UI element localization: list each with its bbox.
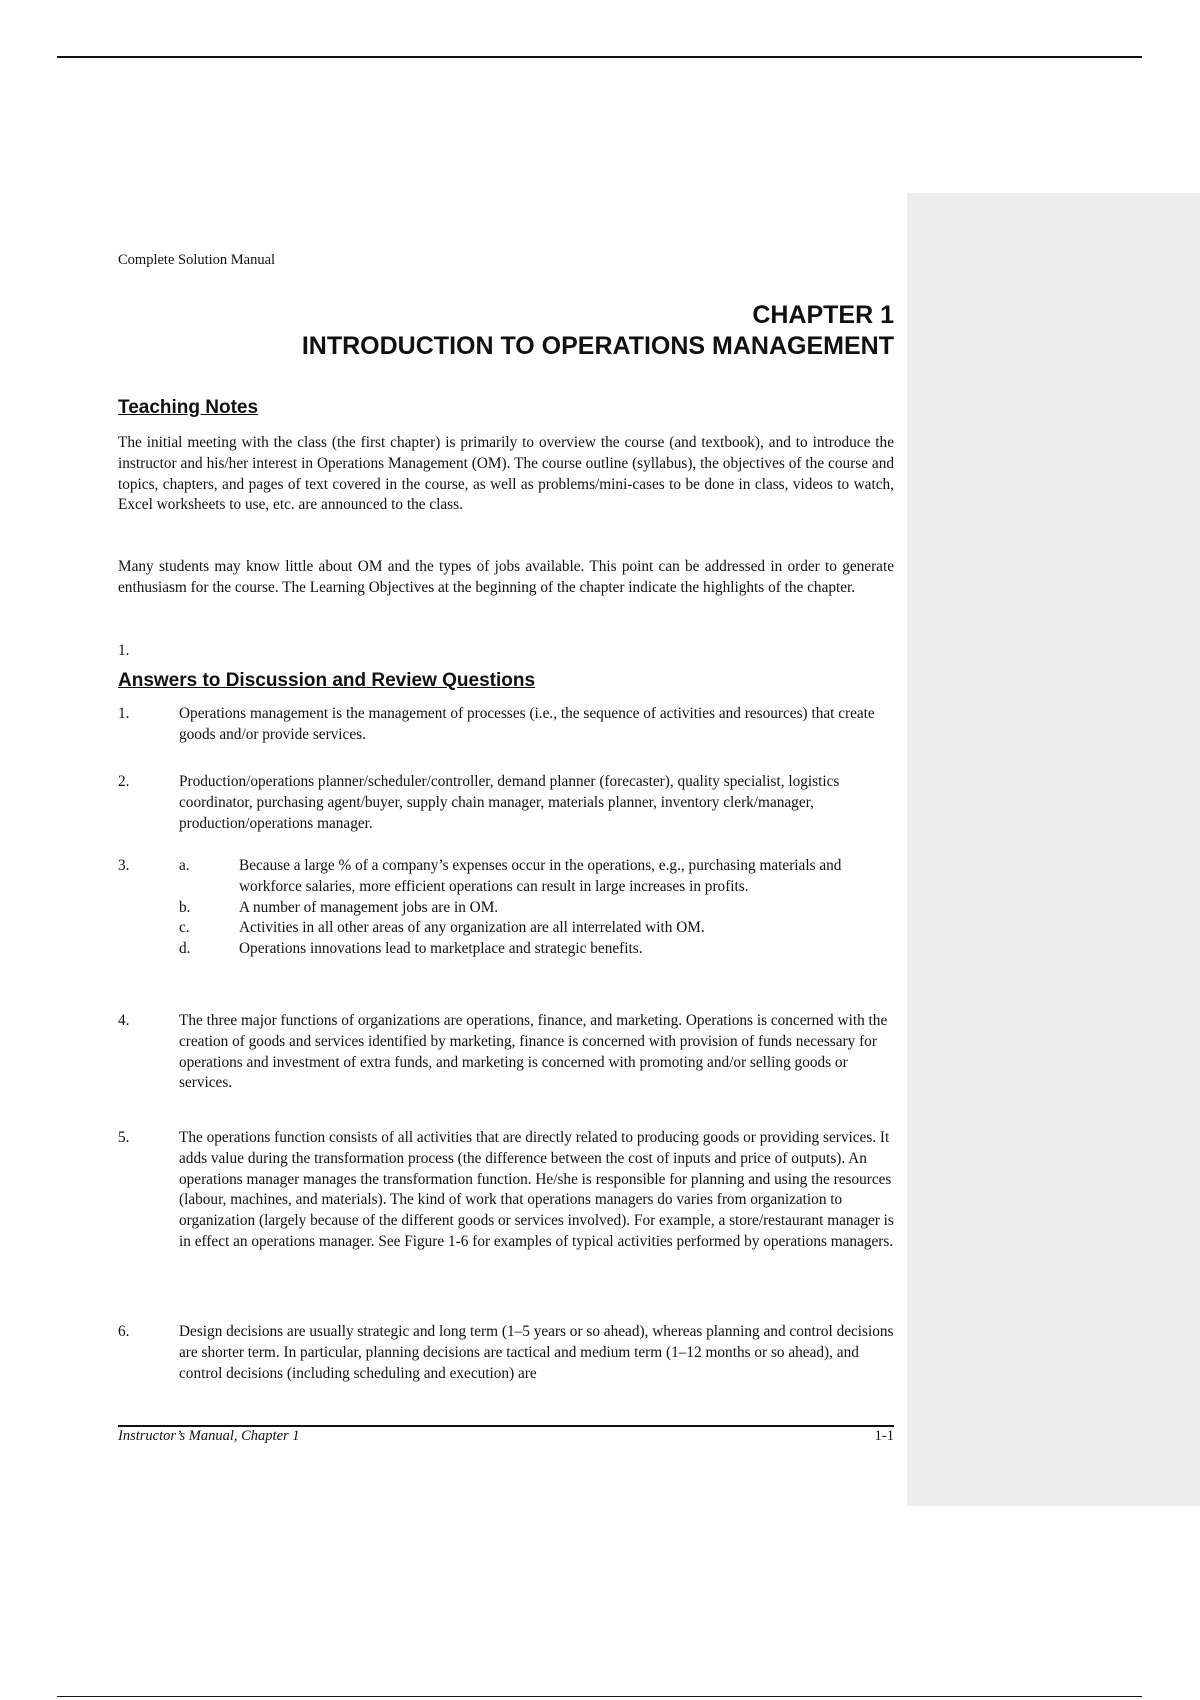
footer-title: Instructor’s Manual, Chapter 1 xyxy=(118,1428,300,1444)
footer-rule xyxy=(118,1425,894,1427)
bottom-rule xyxy=(57,1696,1142,1697)
answer-text: Design decisions are usually strategic and long term (1–5 years or so ahead), whereas planning and control decisions are shorter term. In particular, planning decisions are tactical and medium term (1–12 months or so ahead), and control decisions (including scheduling and execution) are xyxy=(179,1323,894,1382)
subitem-letter: c. xyxy=(179,919,190,937)
subitem-text: Because a large % of a company’s expenses occur in the operations, e.g., purchasing materials and workforce salaries, more efficient operations can result in large increases in profits. xyxy=(239,857,842,895)
answer-subitem xyxy=(118,918,894,939)
subitem-letter: b. xyxy=(179,898,191,916)
answer-item xyxy=(118,772,894,834)
subitem-letter: a. xyxy=(179,857,190,874)
answer-subitem xyxy=(118,939,894,960)
answers-heading: Answers to Discussion and Review Questions xyxy=(118,670,536,691)
answer-number: 6. xyxy=(118,1323,130,1340)
answer-text: Production/operations planner/scheduler/controller, demand planner (forecaster), quality specialist, logistics coordinator, purchasing agent/buyer, supply chain manager, materials planner, inventory clerk/manager, production/operations manager. xyxy=(179,773,840,832)
answer-text: The three major functions of organizations are operations, finance, and marketing. Operations is concerned with the creation of goods and services identified by marketing, finance is concerned with provision of funds necessary for operations and investment of extra funds, and marketing is concerned with promoting and/or selling goods or services. xyxy=(179,1012,888,1092)
answer-item xyxy=(118,1322,894,1384)
answer-number: 2. xyxy=(118,773,130,790)
answer-text: Operations management is the management of processes (i.e., the sequence of activities and resources) that create goods and/or provide services. xyxy=(179,705,875,743)
answer-item xyxy=(118,704,894,746)
answer-text: The operations function consists of all activities that are directly related to producing goods or providing services. It adds value during the transformation process (the difference between the cost of inputs and price of outputs). An operations manager manages the transformation function. He/she is responsible for planning and using the resources (labour, machines, and materials). The kind of work that operations managers do varies from organization to organization (largely because of the different goods or services involved). For example, a store/restaurant manager is in effect an operations manager. See Figure 1-6 for examples of typical activities performed by operations managers. xyxy=(179,1129,894,1250)
teaching-notes-paragraph-1: The initial meeting with the class (the first chapter) is primarily to overview the course (and textbook), and to introduce the instructor and his/her interest in Operations Management (OM). The course outline (syllabus), the objectives of the course and topics, chapters, and pages of text covered in the course, as well as problems/mini-cases to be done in class, videos to watch, Excel worksheets to use, etc. are announced to the class. xyxy=(118,434,894,514)
subitem-text: Activities in all other areas of any organization are all interrelated with OM. xyxy=(239,919,705,937)
answer-item xyxy=(118,1128,894,1253)
answer-subitem xyxy=(118,898,894,919)
subitem-text: A number of management jobs are in OM. xyxy=(239,898,499,916)
answer-number: 4. xyxy=(118,1012,130,1029)
chapter-heading xyxy=(118,300,894,362)
subitem-letter: d. xyxy=(179,940,191,958)
comment-margin-pane xyxy=(907,193,1200,1506)
answer-item xyxy=(118,1011,894,1094)
answer-subitem xyxy=(118,856,894,898)
teaching-notes-heading: Teaching Notes xyxy=(118,397,259,418)
top-rule xyxy=(57,56,1142,58)
subitem-text: Operations innovations lead to marketplace and strategic benefits. xyxy=(239,940,643,958)
chapter-number: CHAPTER 1 xyxy=(752,301,894,329)
teaching-notes-paragraph-2: Many students may know little about OM and the types of jobs available. This point can be addressed in order to generate enthusiasm for the course. The Learning Objectives at the beginning of the chapter indicate the highlights of the chapter. xyxy=(118,558,894,596)
stray-list-number: 1. xyxy=(118,642,130,659)
answer-number: 3. xyxy=(118,857,130,874)
answer-number: 1. xyxy=(118,705,130,722)
page-number: 1-1 xyxy=(874,1428,894,1444)
running-header: Complete Solution Manual xyxy=(118,252,276,268)
answer-number: 5. xyxy=(118,1129,130,1146)
answer-item xyxy=(118,856,894,960)
chapter-title: INTRODUCTION TO OPERATIONS MANAGEMENT xyxy=(301,332,894,360)
